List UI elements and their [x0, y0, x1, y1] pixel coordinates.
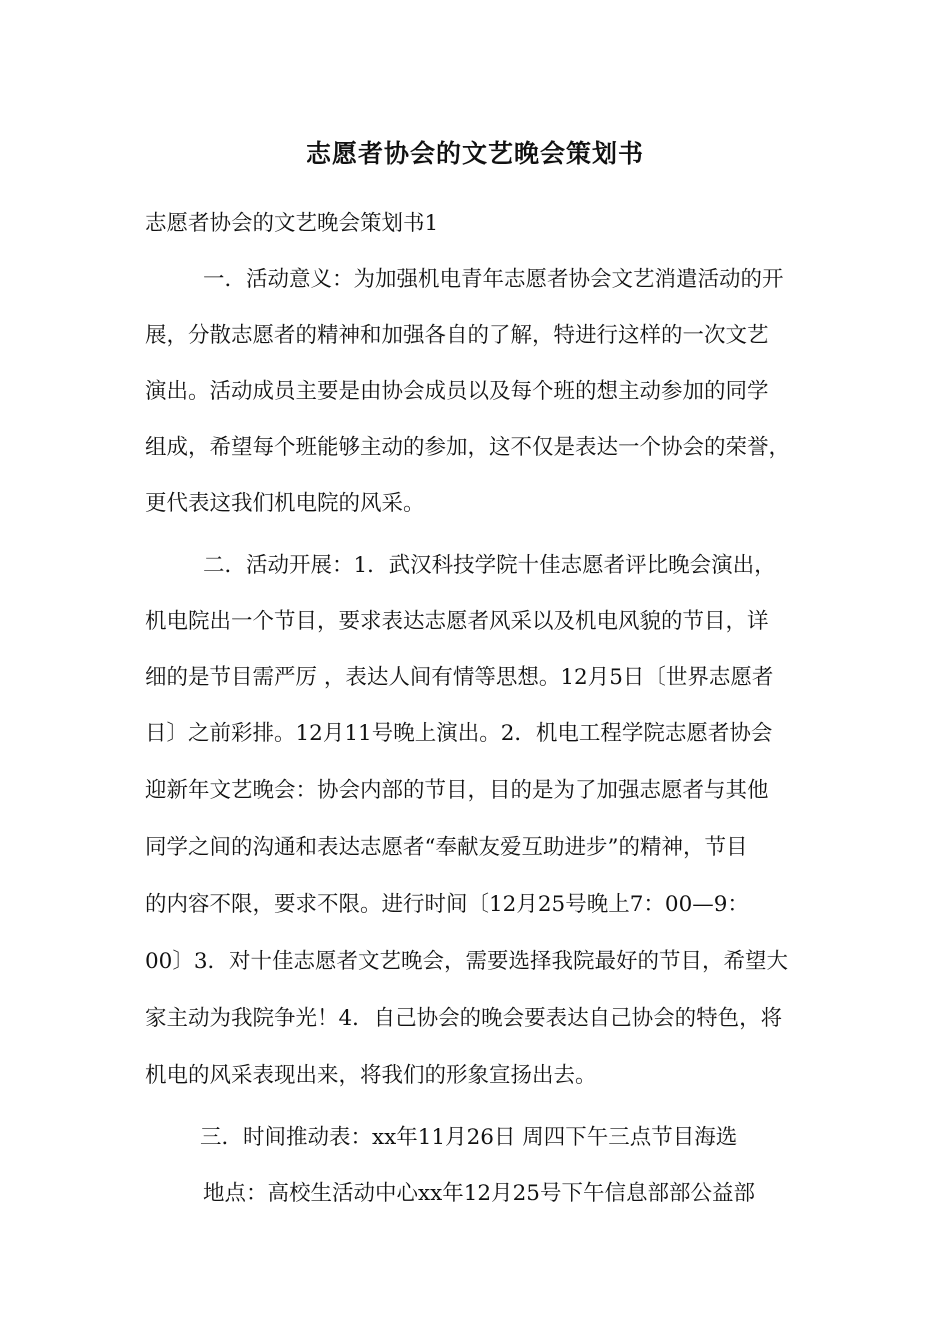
- document-title: 志愿者协会的文艺晚会策划书: [305, 139, 644, 168]
- paragraph-1-line: 演出。活动成员主要是由协会成员以及每个班的想主动参加的同学: [145, 379, 769, 404]
- paragraph-2-line: 机电的风采表现出来，将我们的形象宣扬出去。: [145, 1063, 597, 1088]
- paragraph-2-line: 迎新年文艺晚会：协会内部的节目，目的是为了加强志愿者与其他: [145, 778, 769, 803]
- paragraph-2-line: 家主动为我院争光！4．自己协会的晚会要表达自己协会的特色，将: [145, 1006, 783, 1031]
- paragraph-2-line: 细的是节目需严厉 ，表达人间有情等思想。12月5日〔世界志愿者: [145, 665, 774, 690]
- paragraph-2-line: 00〕3．对十佳志愿者文艺晚会，需要选择我院最好的节目，希望大: [145, 949, 789, 974]
- paragraph-3-line: 地点：高校生活动中心xx年12月25号下午信息部部公益部: [203, 1181, 755, 1206]
- paragraph-1-line: 组成，希望每个班能够主动的参加，这不仅是表达一个协会的荣誉，: [145, 435, 791, 460]
- paragraph-2-line: 同学之间的沟通和表达志愿者“奉献友爱互助进步”的精神，节目: [145, 835, 748, 860]
- paragraph-2-line: 机电院出一个节目，要求表达志愿者风采以及机电风貌的节目，详: [145, 609, 769, 634]
- paragraph-1-line: 一．活动意义：为加强机电青年志愿者协会文艺消遣活动的开: [203, 267, 784, 292]
- paragraph-3-line: 三．时间推动表：xx年11月26日 周四下午三点节目海选: [200, 1125, 738, 1150]
- paragraph-2-line: 的内容不限，要求不限。进行时间〔12月25号晚上7：00—9：: [145, 892, 749, 917]
- paragraph-1-line: 展，分散志愿者的精神和加强各自的了解，特进行这样的一次文艺: [145, 323, 769, 348]
- document-subtitle: 志愿者协会的文艺晚会策划书1: [145, 211, 439, 236]
- paragraph-2-line: 二．活动开展：1．武汉科技学院十佳志愿者评比晚会演出，: [203, 553, 776, 578]
- paragraph-1-line: 更代表这我们机电院的风采。: [145, 491, 425, 516]
- paragraph-2-line: 日〕之前彩排。12月11号晚上演出。2．机电工程学院志愿者协会: [145, 721, 773, 746]
